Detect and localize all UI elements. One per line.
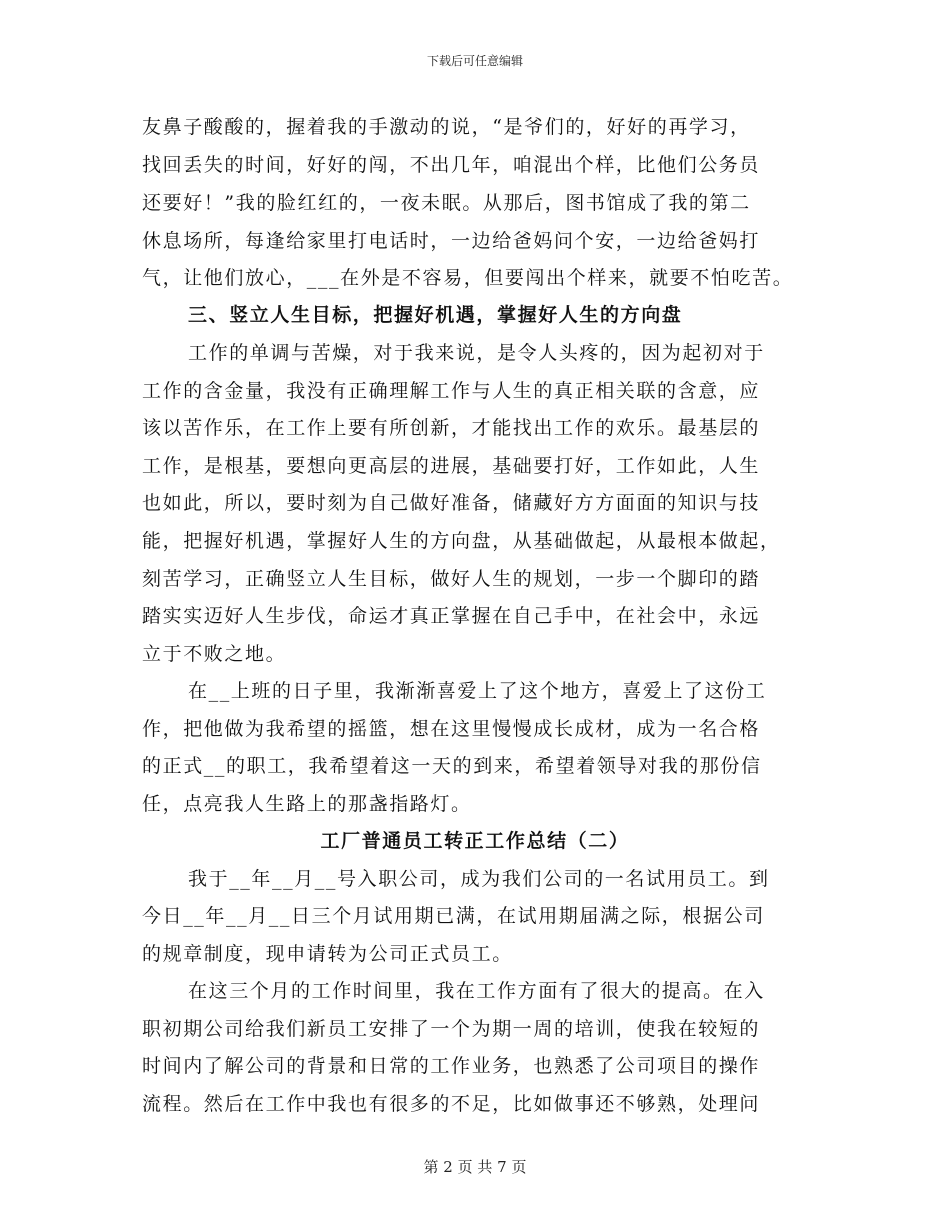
text-line: 职初期公司给我们新员工安排了一个为期一周的培训，使我在较短的 — [142, 1018, 761, 1040]
text-line: 任，点亮我人生路上的那盏指路灯。 — [142, 793, 472, 815]
text-line: 气，让他们放心，___在外是不容易，但要闯出个样来，就要不怕吃苦。 — [142, 267, 794, 289]
text-line: 工作的单调与苦燥，对于我来说，是令人头疼的，因为起初对于 — [188, 342, 765, 364]
text-line: 也如此，所以，要时刻为自己做好准备，储藏好方方面面的知识与技 — [142, 492, 761, 514]
text-line: 该以苦作乐，在工作上要有所创新，才能找出工作的欢乐。最基层的 — [142, 417, 761, 439]
text-line: 休息场所，每逢给家里打电话时，一边给爸妈问个安，一边给爸妈打 — [142, 230, 761, 252]
text-line: 找回丢失的时间，好好的闯，不出几年，咱混出个样，比他们公务员 — [142, 154, 761, 176]
text-line: 还要好！”我的脸红红的，一夜未眠。从那后，图书馆成了我的第二 — [142, 192, 751, 214]
text-line: 能，把握好机遇，掌握好人生的方向盘，从基础做起，从最根本做起， — [142, 530, 781, 552]
text-line: 我于__年__月__号入职公司，成为我们公司的一名试用员工。到 — [188, 868, 770, 890]
text-line: 刻苦学习，正确竖立人生目标，做好人生的规划，一步一个脚印的踏 — [142, 568, 761, 590]
text-line: 友鼻子酸酸的，握着我的手激动的说，“是爷们的，好好的再学习， — [142, 116, 751, 138]
text-line: 在这三个月的工作时间里，我在工作方面有了很大的提高。在入 — [188, 980, 765, 1002]
text-line: 踏实实迈好人生步伐，命运才真正掌握在自己手中，在社会中，永远 — [142, 605, 761, 627]
page-header: 下载后可任意编辑 — [426, 54, 523, 68]
text-line: 的正式__的职工，我希望着这一天的到来，希望着领导对我的那份信 — [142, 755, 762, 777]
page-footer: 第 2 页 共 7 页 — [423, 1158, 527, 1176]
text-line: 立于不败之地。 — [142, 643, 287, 665]
text-line: 工作，是根基，要想向更高层的进展，基础要打好，工作如此，人生 — [142, 455, 761, 477]
text-line: 今日__年__月__日三个月试用期已满，在试用期届满之际，根据公司 — [142, 905, 765, 927]
text-line: 在__上班的日子里，我渐渐喜爱上了这个地方，喜爱上了这份工 — [188, 680, 767, 702]
section-heading: 三、竖立人生目标，把握好机遇，掌握好人生的方向盘 — [188, 304, 683, 326]
text-line: 作，把他做为我希望的摇篮，想在这里慢慢成长成材，成为一名合格 — [142, 718, 761, 740]
text-line: 时间内了解公司的背景和日常的工作业务，也熟悉了公司项目的操作 — [142, 1055, 761, 1077]
text-line: 的规章制度，现申请转为公司正式员工。 — [142, 943, 513, 965]
text-line: 流程。然后在工作中我也有很多的不足，比如做事还不够熟，处理问 — [142, 1093, 761, 1115]
document-title: 工厂普通员工转正工作总结（二） — [320, 830, 630, 852]
text-line: 工作的含金量，我没有正确理解工作与人生的真正相关联的含意，应 — [142, 380, 761, 402]
